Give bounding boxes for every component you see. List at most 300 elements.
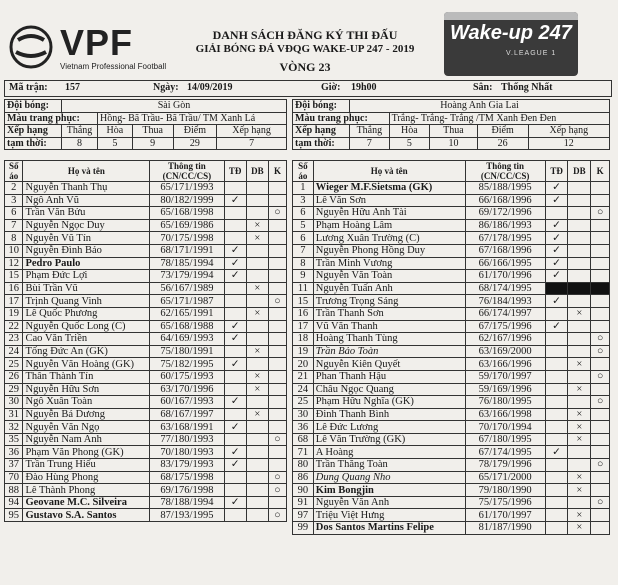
player-number: 9	[293, 270, 314, 283]
substitute-mark	[246, 459, 268, 472]
substitute-mark	[246, 295, 268, 308]
player-row	[5, 383, 287, 396]
starter-mark	[224, 370, 246, 383]
starter-mark: ✓	[545, 270, 568, 283]
logo-subtitle: Vietnam Professional Football	[60, 62, 167, 71]
absent-mark	[268, 459, 286, 472]
player-name: Tống Đức An (GK)	[23, 345, 150, 358]
player-name: Trần Thăng Toàn	[313, 459, 465, 472]
player-name: Bùi Trần Vũ	[23, 282, 150, 295]
starter-mark	[224, 282, 246, 295]
absent-mark	[591, 522, 610, 535]
substitute-mark	[246, 471, 268, 484]
absent-mark: ○	[591, 496, 610, 509]
player-name: Nguyễn Thanh Thụ	[23, 182, 150, 195]
uniform-label: Màu trang phục:	[5, 112, 98, 125]
player-number: 90	[293, 484, 314, 497]
starter-mark	[545, 307, 568, 320]
player-name: Lê Thành Phong	[23, 484, 150, 497]
absent-mark	[591, 383, 610, 396]
stat-value: 5	[98, 137, 133, 150]
player-number: 8	[5, 232, 23, 245]
player-info: 76/184/1993	[465, 295, 545, 308]
starter-mark	[224, 182, 246, 195]
right-uniform: Trắng- Trắng- Trắng /TM Xanh Đen Đen	[389, 112, 609, 125]
player-row	[293, 207, 610, 220]
right-player-table	[292, 160, 610, 535]
player-name: Vũ Văn Thanh	[313, 320, 465, 333]
absent-mark: ○	[591, 396, 610, 409]
soccer-ball-icon	[8, 24, 54, 70]
player-name: Lê Văn Trường (GK)	[313, 433, 465, 446]
player-info: 60/167/1993	[150, 396, 224, 409]
player-name: Ngô Anh Vũ	[23, 194, 150, 207]
absent-mark	[268, 244, 286, 257]
player-row	[5, 270, 287, 283]
starter-mark	[545, 345, 568, 358]
player-row	[5, 207, 287, 220]
player-row	[293, 282, 610, 295]
stadium: Thống Nhất	[501, 82, 553, 93]
player-row	[5, 421, 287, 434]
player-row	[293, 471, 610, 484]
absent-mark: ○	[268, 433, 286, 446]
player-number: 8	[293, 257, 314, 270]
substitute-mark	[568, 282, 591, 295]
starter-mark	[545, 408, 568, 421]
player-number: 25	[293, 396, 314, 409]
player-number: 91	[293, 496, 314, 509]
player-name: Trần Văn Bửu	[23, 207, 150, 220]
substitute-mark	[568, 232, 591, 245]
left-uniform: Hồng- Bã Trầu- Bã Trầu/ TM Xanh Lá	[98, 112, 287, 125]
substitute-mark	[246, 182, 268, 195]
substitute-mark	[568, 370, 591, 383]
player-info: 59/170/1997	[465, 370, 545, 383]
rank-label: Xếp hạng	[5, 125, 62, 138]
player-info: 78/185/1994	[150, 257, 224, 270]
player-row	[5, 333, 287, 346]
player-info: 67/178/1995	[465, 232, 545, 245]
starter-mark	[545, 496, 568, 509]
absent-mark	[268, 496, 286, 509]
starter-mark: ✓	[545, 446, 568, 459]
player-name: Nguyễn Bá Dương	[23, 408, 150, 421]
player-number: 2	[5, 182, 23, 195]
starter-mark	[224, 307, 246, 320]
starter-mark	[224, 408, 246, 421]
stat-header: Hòa	[98, 125, 133, 138]
starter-mark	[545, 421, 568, 434]
player-name: Geovane M.C. Silveira	[23, 496, 150, 509]
starter-mark: ✓	[545, 295, 568, 308]
substitute-mark: ×	[568, 421, 591, 434]
substitute-mark: ×	[568, 509, 591, 522]
player-info: 56/167/1989	[150, 282, 224, 295]
player-number: 15	[293, 295, 314, 308]
starter-mark: ✓	[545, 232, 568, 245]
player-row	[5, 219, 287, 232]
absent-mark	[268, 194, 286, 207]
vleague-logo	[444, 12, 578, 76]
player-name: Châu Ngọc Quang	[313, 383, 465, 396]
substitute-mark	[246, 194, 268, 207]
col-number	[5, 161, 23, 182]
player-number: 29	[5, 383, 23, 396]
stat-header: Xếp hạng	[528, 125, 609, 138]
starter-mark: ✓	[224, 257, 246, 270]
stat-header: Thắng	[350, 125, 390, 138]
starter-mark	[224, 345, 246, 358]
player-row	[5, 345, 287, 358]
substitute-mark	[568, 396, 591, 409]
player-number: 97	[293, 509, 314, 522]
player-number: 5	[293, 219, 314, 232]
player-name: Nguyễn Phong Hồng Duy	[313, 244, 465, 257]
player-number: 86	[293, 471, 314, 484]
player-name: Nguyễn Hữu Sơn	[23, 383, 150, 396]
player-name: Nguyễn Văn Toàn	[313, 270, 465, 283]
starter-mark: ✓	[545, 257, 568, 270]
match-time: 19h00	[351, 82, 377, 93]
starter-mark	[224, 295, 246, 308]
starter-mark: ✓	[545, 219, 568, 232]
player-number: 6	[5, 207, 23, 220]
substitute-mark	[246, 396, 268, 409]
player-name: Nguyễn Văn Ngọ	[23, 421, 150, 434]
stat-value: 7	[217, 137, 287, 150]
player-number: 68	[293, 433, 314, 446]
starter-mark: ✓	[545, 244, 568, 257]
starter-mark	[545, 383, 568, 396]
stat-header: Hòa	[389, 125, 429, 138]
player-name: Nguyễn Tuấn Anh	[313, 282, 465, 295]
substitute-mark	[568, 219, 591, 232]
substitute-mark	[568, 320, 591, 333]
substitute-mark: ×	[246, 307, 268, 320]
player-number: 95	[5, 509, 23, 522]
starter-mark	[224, 232, 246, 245]
substitute-mark	[246, 333, 268, 346]
starter-mark: ✓	[224, 244, 246, 257]
substitute-mark: ×	[568, 471, 591, 484]
player-row	[293, 257, 610, 270]
col-td: TĐ	[545, 161, 568, 182]
absent-mark	[591, 257, 610, 270]
absent-mark	[591, 358, 610, 371]
player-name: Dos Santos Martins Felipe	[313, 522, 465, 535]
player-row	[293, 219, 610, 232]
player-number: 3	[5, 194, 23, 207]
player-info: 64/169/1993	[150, 333, 224, 346]
absent-mark	[591, 194, 610, 207]
date-label: Ngày:	[153, 82, 179, 93]
substitute-mark	[246, 257, 268, 270]
substitute-mark: ×	[568, 408, 591, 421]
player-number: 6	[293, 232, 314, 245]
starter-mark	[545, 207, 568, 220]
absent-mark: ○	[268, 471, 286, 484]
substitute-mark: ×	[246, 370, 268, 383]
substitute-mark: ×	[246, 219, 268, 232]
player-info: 81/187/1990	[465, 522, 545, 535]
player-row	[293, 182, 610, 195]
player-info: 86/186/1993	[465, 219, 545, 232]
player-name: Nguyễn Vũ Tín	[23, 232, 150, 245]
starter-mark: ✓	[224, 496, 246, 509]
substitute-mark	[568, 446, 591, 459]
player-info: 60/175/1993	[150, 370, 224, 383]
col-info-2: (CN/CC/CS)	[480, 171, 530, 181]
substitute-mark	[568, 333, 591, 346]
player-name: Trịnh Quang Vinh	[23, 295, 150, 308]
player-name: Wieger M.F.Sietsma (GK)	[313, 182, 465, 195]
player-row	[293, 345, 610, 358]
starter-mark	[224, 383, 246, 396]
substitute-mark	[246, 320, 268, 333]
player-number: 25	[5, 358, 23, 371]
player-name: Nguyễn Văn Hoàng (GK)	[23, 358, 150, 371]
player-name: Nguyễn Ngọc Duy	[23, 219, 150, 232]
player-number: 36	[5, 446, 23, 459]
player-name: Nguyễn Đình Bảo	[23, 244, 150, 257]
player-row	[293, 383, 610, 396]
player-info: 80/182/1999	[150, 194, 224, 207]
substitute-mark	[568, 295, 591, 308]
col-info	[150, 161, 224, 182]
player-row	[5, 244, 287, 257]
player-name: Phạm Văn Phong (GK)	[23, 446, 150, 459]
player-name: Trần Bảo Toàn	[313, 345, 465, 358]
player-name: Hoàng Thanh Tùng	[313, 333, 465, 346]
player-name: A Hoàng	[313, 446, 465, 459]
starter-mark	[545, 433, 568, 446]
starter-mark: ✓	[224, 396, 246, 409]
starter-mark: ✓	[545, 194, 568, 207]
stat-value: 26	[477, 137, 528, 150]
absent-mark	[591, 270, 610, 283]
player-info: 77/180/1993	[150, 433, 224, 446]
col-info-2: (CN/CC/CS)	[162, 171, 212, 181]
player-row	[293, 270, 610, 283]
absent-mark	[591, 232, 610, 245]
player-name: Phan Thanh Hậu	[313, 370, 465, 383]
starter-mark	[545, 484, 568, 497]
absent-mark	[591, 421, 610, 434]
stadium-label: Sân:	[473, 82, 493, 93]
player-number: 12	[5, 257, 23, 270]
col-name: Họ và tên	[23, 161, 150, 182]
player-info: 65/171/1993	[150, 182, 224, 195]
player-row	[5, 320, 287, 333]
player-name: Nguyễn Quốc Long (C)	[23, 320, 150, 333]
absent-mark	[591, 295, 610, 308]
player-row	[293, 244, 610, 257]
player-number: 88	[5, 484, 23, 497]
substitute-mark	[568, 194, 591, 207]
player-row	[293, 446, 610, 459]
absent-mark: ○	[591, 333, 610, 346]
stat-value: 12	[528, 137, 609, 150]
player-number: 11	[293, 282, 314, 295]
player-info: 63/166/1996	[465, 358, 545, 371]
player-info: 61/170/1996	[465, 270, 545, 283]
absent-mark	[591, 244, 610, 257]
player-row	[5, 282, 287, 295]
starter-mark: ✓	[545, 182, 568, 195]
absent-mark	[268, 182, 286, 195]
player-name: Lê Quốc Phương	[23, 307, 150, 320]
player-row	[293, 522, 610, 535]
col-info-1: Thông tin	[168, 161, 206, 171]
player-info: 70/170/1994	[465, 421, 545, 434]
starter-mark	[545, 282, 568, 295]
logo-text: VPF	[60, 22, 134, 63]
absent-mark: ○	[591, 370, 610, 383]
starter-mark: ✓	[224, 459, 246, 472]
absent-mark	[268, 307, 286, 320]
substitute-mark: ×	[568, 484, 591, 497]
player-row	[293, 295, 610, 308]
player-number: 94	[5, 496, 23, 509]
player-info: 79/180/1990	[465, 484, 545, 497]
starter-mark	[545, 471, 568, 484]
temp-label: tạm thời:	[293, 137, 350, 150]
absent-mark	[268, 358, 286, 371]
player-info: 76/180/1995	[465, 396, 545, 409]
stat-header: Thua	[132, 125, 173, 138]
player-number: 19	[293, 345, 314, 358]
substitute-mark	[568, 182, 591, 195]
left-team-info	[4, 99, 287, 150]
player-info: 70/175/1998	[150, 232, 224, 245]
substitute-mark: ×	[246, 345, 268, 358]
player-number: 3	[293, 194, 314, 207]
player-info: 61/170/1997	[465, 509, 545, 522]
player-number: 1	[293, 182, 314, 195]
absent-mark	[591, 484, 610, 497]
absent-mark	[591, 408, 610, 421]
player-row	[293, 307, 610, 320]
substitute-mark	[246, 358, 268, 371]
player-info: 63/168/1991	[150, 421, 224, 434]
match-id: 157	[65, 82, 80, 93]
player-info: 63/170/1996	[150, 383, 224, 396]
player-info: 75/175/1996	[465, 496, 545, 509]
col-number	[293, 161, 314, 182]
player-name: Gustavo S.A. Santos	[23, 509, 150, 522]
player-number: 26	[5, 370, 23, 383]
substitute-mark	[568, 257, 591, 270]
col-name: Họ và tên	[313, 161, 465, 182]
starter-mark	[545, 396, 568, 409]
player-row	[5, 295, 287, 308]
tournament-title: GIẢI BÓNG ĐÁ VĐQG WAKE-UP 247 - 2019	[195, 43, 415, 55]
col-td: TĐ	[224, 161, 246, 182]
absent-mark	[268, 396, 286, 409]
substitute-mark	[246, 433, 268, 446]
substitute-mark	[246, 446, 268, 459]
absent-mark	[268, 333, 286, 346]
substitute-mark	[246, 509, 268, 522]
rank-label: Xếp hạng	[293, 125, 350, 138]
match-date: 14/09/2019	[187, 82, 233, 93]
starter-mark: ✓	[224, 333, 246, 346]
player-row	[293, 232, 610, 245]
substitute-mark: ×	[246, 232, 268, 245]
starter-mark: ✓	[224, 320, 246, 333]
player-row	[293, 194, 610, 207]
starter-mark: ✓	[224, 358, 246, 371]
col-db: DB	[246, 161, 268, 182]
player-name: Trần Minh Vương	[313, 257, 465, 270]
player-info: 65/171/1987	[150, 295, 224, 308]
starter-mark	[224, 484, 246, 497]
player-number: 99	[293, 522, 314, 535]
substitute-mark	[246, 496, 268, 509]
team-label: Đội bóng:	[293, 100, 350, 113]
player-info: 63/169/2000	[465, 345, 545, 358]
player-name: Lương Xuân Trường (C)	[313, 232, 465, 245]
player-row	[5, 471, 287, 484]
stat-value: 5	[389, 137, 429, 150]
player-number: 37	[5, 459, 23, 472]
player-info: 65/171/2000	[465, 471, 545, 484]
player-row	[293, 320, 610, 333]
match-info-row	[4, 80, 612, 97]
absent-mark	[268, 408, 286, 421]
stat-header: Xếp hạng	[217, 125, 287, 138]
starter-mark: ✓	[224, 446, 246, 459]
player-name: Cao Văn Triền	[23, 333, 150, 346]
player-row	[5, 194, 287, 207]
player-number: 10	[5, 244, 23, 257]
absent-mark	[268, 270, 286, 283]
player-row	[5, 396, 287, 409]
player-row	[293, 358, 610, 371]
absent-mark: ○	[268, 207, 286, 220]
absent-mark	[268, 320, 286, 333]
stat-header: Điểm	[477, 125, 528, 138]
absent-mark	[268, 446, 286, 459]
uniform-label: Màu trang phục:	[293, 112, 390, 125]
absent-mark	[591, 446, 610, 459]
absent-mark	[268, 345, 286, 358]
right-team-name: Hoàng Anh Gia Lai	[350, 100, 610, 113]
starter-mark: ✓	[545, 320, 568, 333]
right-team-info	[292, 99, 610, 150]
player-row	[5, 484, 287, 497]
absent-mark	[591, 320, 610, 333]
player-number: 32	[5, 421, 23, 434]
player-number: 36	[293, 421, 314, 434]
starter-mark	[545, 333, 568, 346]
substitute-mark	[568, 496, 591, 509]
player-name: Đào Hùng Phong	[23, 471, 150, 484]
player-info: 66/168/1996	[465, 194, 545, 207]
player-row	[5, 257, 287, 270]
absent-mark	[268, 232, 286, 245]
player-name: Nguyễn Văn Anh	[313, 496, 465, 509]
player-info: 78/188/1994	[150, 496, 224, 509]
player-number: 70	[5, 471, 23, 484]
starter-mark	[224, 471, 246, 484]
player-row	[293, 333, 610, 346]
player-row	[5, 509, 287, 522]
starter-mark: ✓	[224, 194, 246, 207]
player-row	[5, 182, 287, 195]
player-name: Lê Đức Lương	[313, 421, 465, 434]
